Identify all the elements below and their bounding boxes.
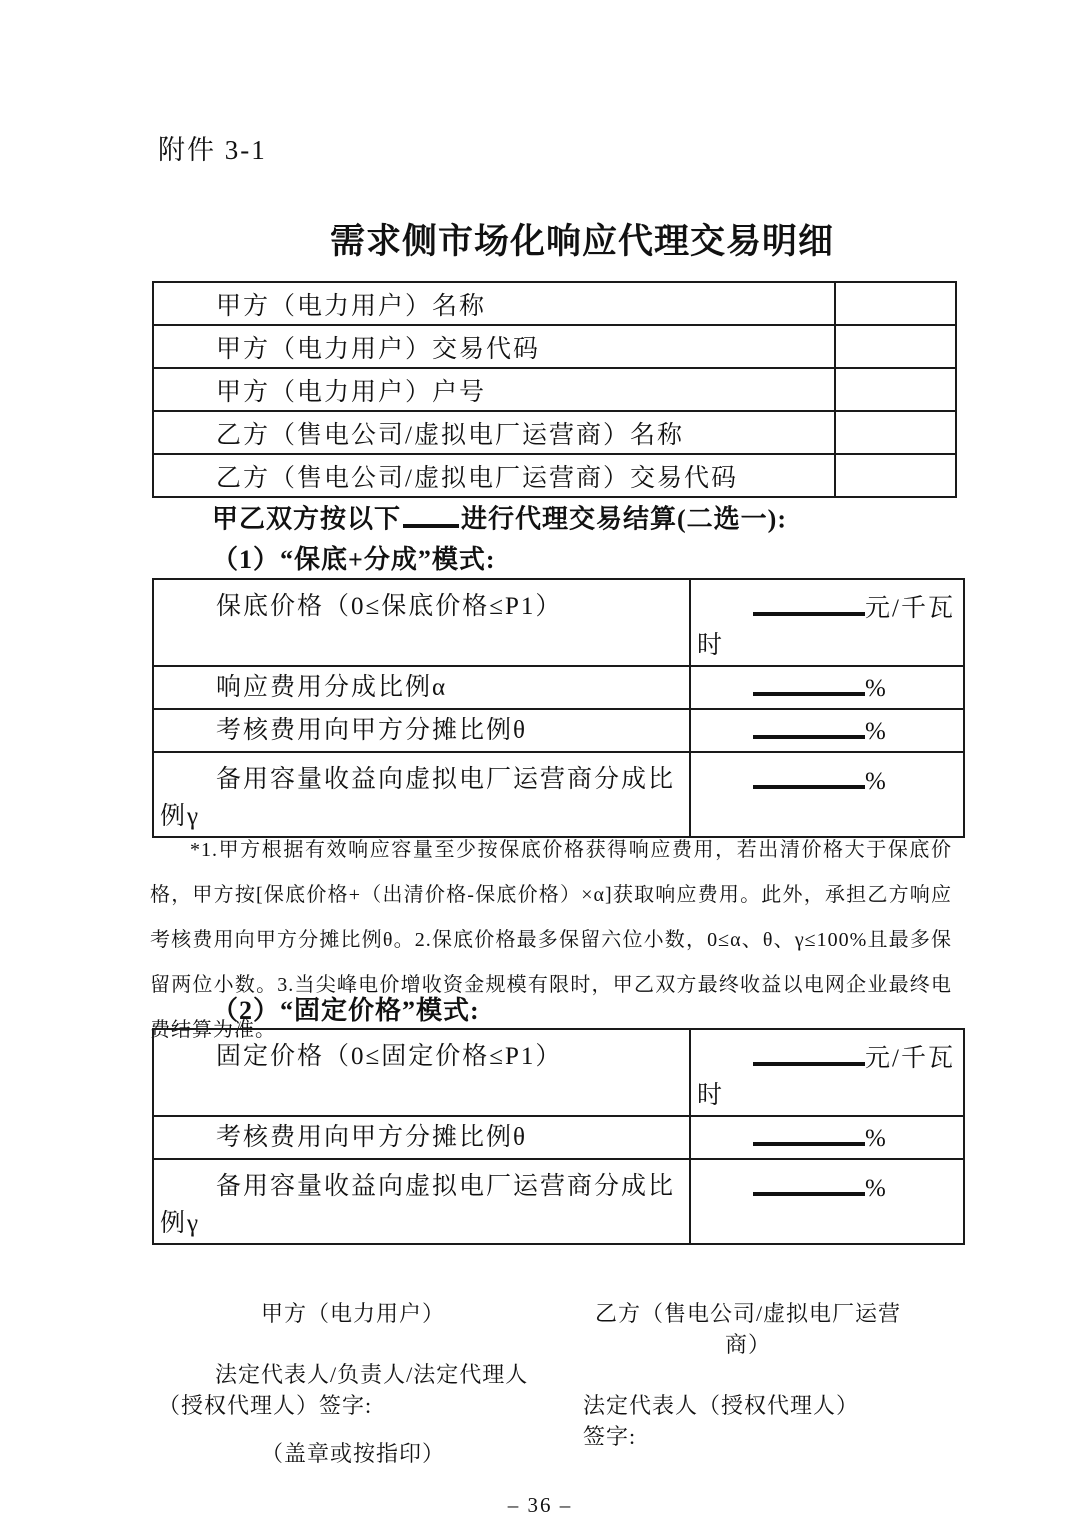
ratio-row-value-cell [690,1116,964,1159]
ratio-row-label: 考核费用向甲方分摊比例θ [153,1116,690,1159]
ratio-row-label: 考核费用向甲方分摊比例θ [153,709,690,752]
mode2-table [152,1028,965,1245]
ratio-row-label: 备用容量收益向虚拟电厂运营商分成比例γ [153,752,690,837]
unit-label: % [865,717,888,745]
ratio-row-value-cell [690,666,964,709]
unit-label: 元/千瓦时 [697,594,955,659]
party-info-table [152,281,957,498]
party-b-title: 乙方（售电公司/虚拟电厂运营商） [594,1301,902,1357]
party-a-title: 甲方（电力用户） [260,1301,445,1326]
fill-blank-underline [753,711,865,739]
unit-label: % [865,1174,888,1202]
table-row [153,325,956,368]
info-row-label: 甲方（电力用户）户号 [153,368,835,411]
ratio-row-value-cell [690,709,964,752]
price-row-label: 保底价格（0≤保底价格≤P1） [153,579,690,666]
table-row [153,1116,964,1159]
table-row [153,1029,964,1116]
unit-label: % [865,767,888,795]
page-title: 需求侧市场化响应代理交易明细 [329,222,834,261]
fill-blank-underline [753,668,865,696]
info-row-value-cell [835,454,956,497]
table-row [153,454,956,497]
info-row-value-cell [835,325,956,368]
info-row-label: 甲方（电力用户）名称 [153,282,835,325]
table-row [153,579,964,666]
fill-blank-underline [753,588,865,616]
ratio-row-label: 备用容量收益向虚拟电厂运营商分成比例γ [153,1159,690,1244]
unit-label: 元/千瓦时 [697,1044,955,1109]
fill-blank-underline [753,1118,865,1146]
info-row-value-cell [835,282,956,325]
info-row-value-cell [835,411,956,454]
party-b-signer-line: 法定代表人（授权代理人）签字: [583,1393,860,1449]
ratio-row-value-cell [690,752,964,837]
fill-blank-underline [753,761,865,789]
ratio-row-value-cell [690,1159,964,1244]
price-row-label: 固定价格（0≤固定价格≤P1） [153,1029,690,1116]
fill-blank-underline [753,1038,865,1066]
table-row [153,411,956,454]
signature-block-party-a [158,1298,548,1469]
table-row [153,666,964,709]
party-a-seal-note: （盖章或按指印） [260,1441,445,1466]
table-row [153,709,964,752]
table-row [153,752,964,837]
table-row [153,1159,964,1244]
mode1-table [152,578,965,838]
unit-label: % [865,674,888,702]
unit-label: % [865,1124,888,1152]
page-number: – 36 – [507,1493,573,1517]
settlement-prefix: 甲乙双方按以下 [212,504,402,534]
settlement-instruction [212,497,787,536]
info-row-label: 乙方（售电公司/虚拟电厂运营商）名称 [153,411,835,454]
mode2-heading: （2）“固定价格”模式: [212,996,480,1025]
settlement-suffix: 进行代理交易结算(二选一): [461,504,787,534]
mode1-footnote: *1.甲方根据有效响应容量至少按保底价格获得响应费用，若出清价格大于保底价格，甲方按[保底价格+（出清价格-保底价格）×α]获取响应费用。此外，承担乙方响应考核费用向甲方分摊比例θ。2.保底价格最多保留六位小数，0≤α、θ、γ≤100%且最多保留两位小数。3.当尖峰电价增收资金规模有限时，甲乙双方最终收益以电网企业最终电费结算为准。 [150,839,952,1041]
party-a-signer-line: 法定代表人/负责人/法定代理人（授权代理人）签字: [158,1362,529,1418]
info-row-value-cell [835,368,956,411]
price-row-value-cell [690,1029,964,1116]
price-row-value-cell [690,579,964,666]
info-row-label: 乙方（售电公司/虚拟电厂运营商）交易代码 [153,454,835,497]
table-row [153,368,956,411]
settlement-blank-underline [403,497,459,528]
mode1-heading: （1）“保底+分成”模式: [212,545,496,574]
fill-blank-underline [753,1168,865,1196]
signature-block-party-b [583,1298,919,1452]
ratio-row-label: 响应费用分成比例α [153,666,690,709]
info-row-label: 甲方（电力用户）交易代码 [153,325,835,368]
attachment-label: 附件 3-1 [158,135,267,165]
table-row [153,282,956,325]
